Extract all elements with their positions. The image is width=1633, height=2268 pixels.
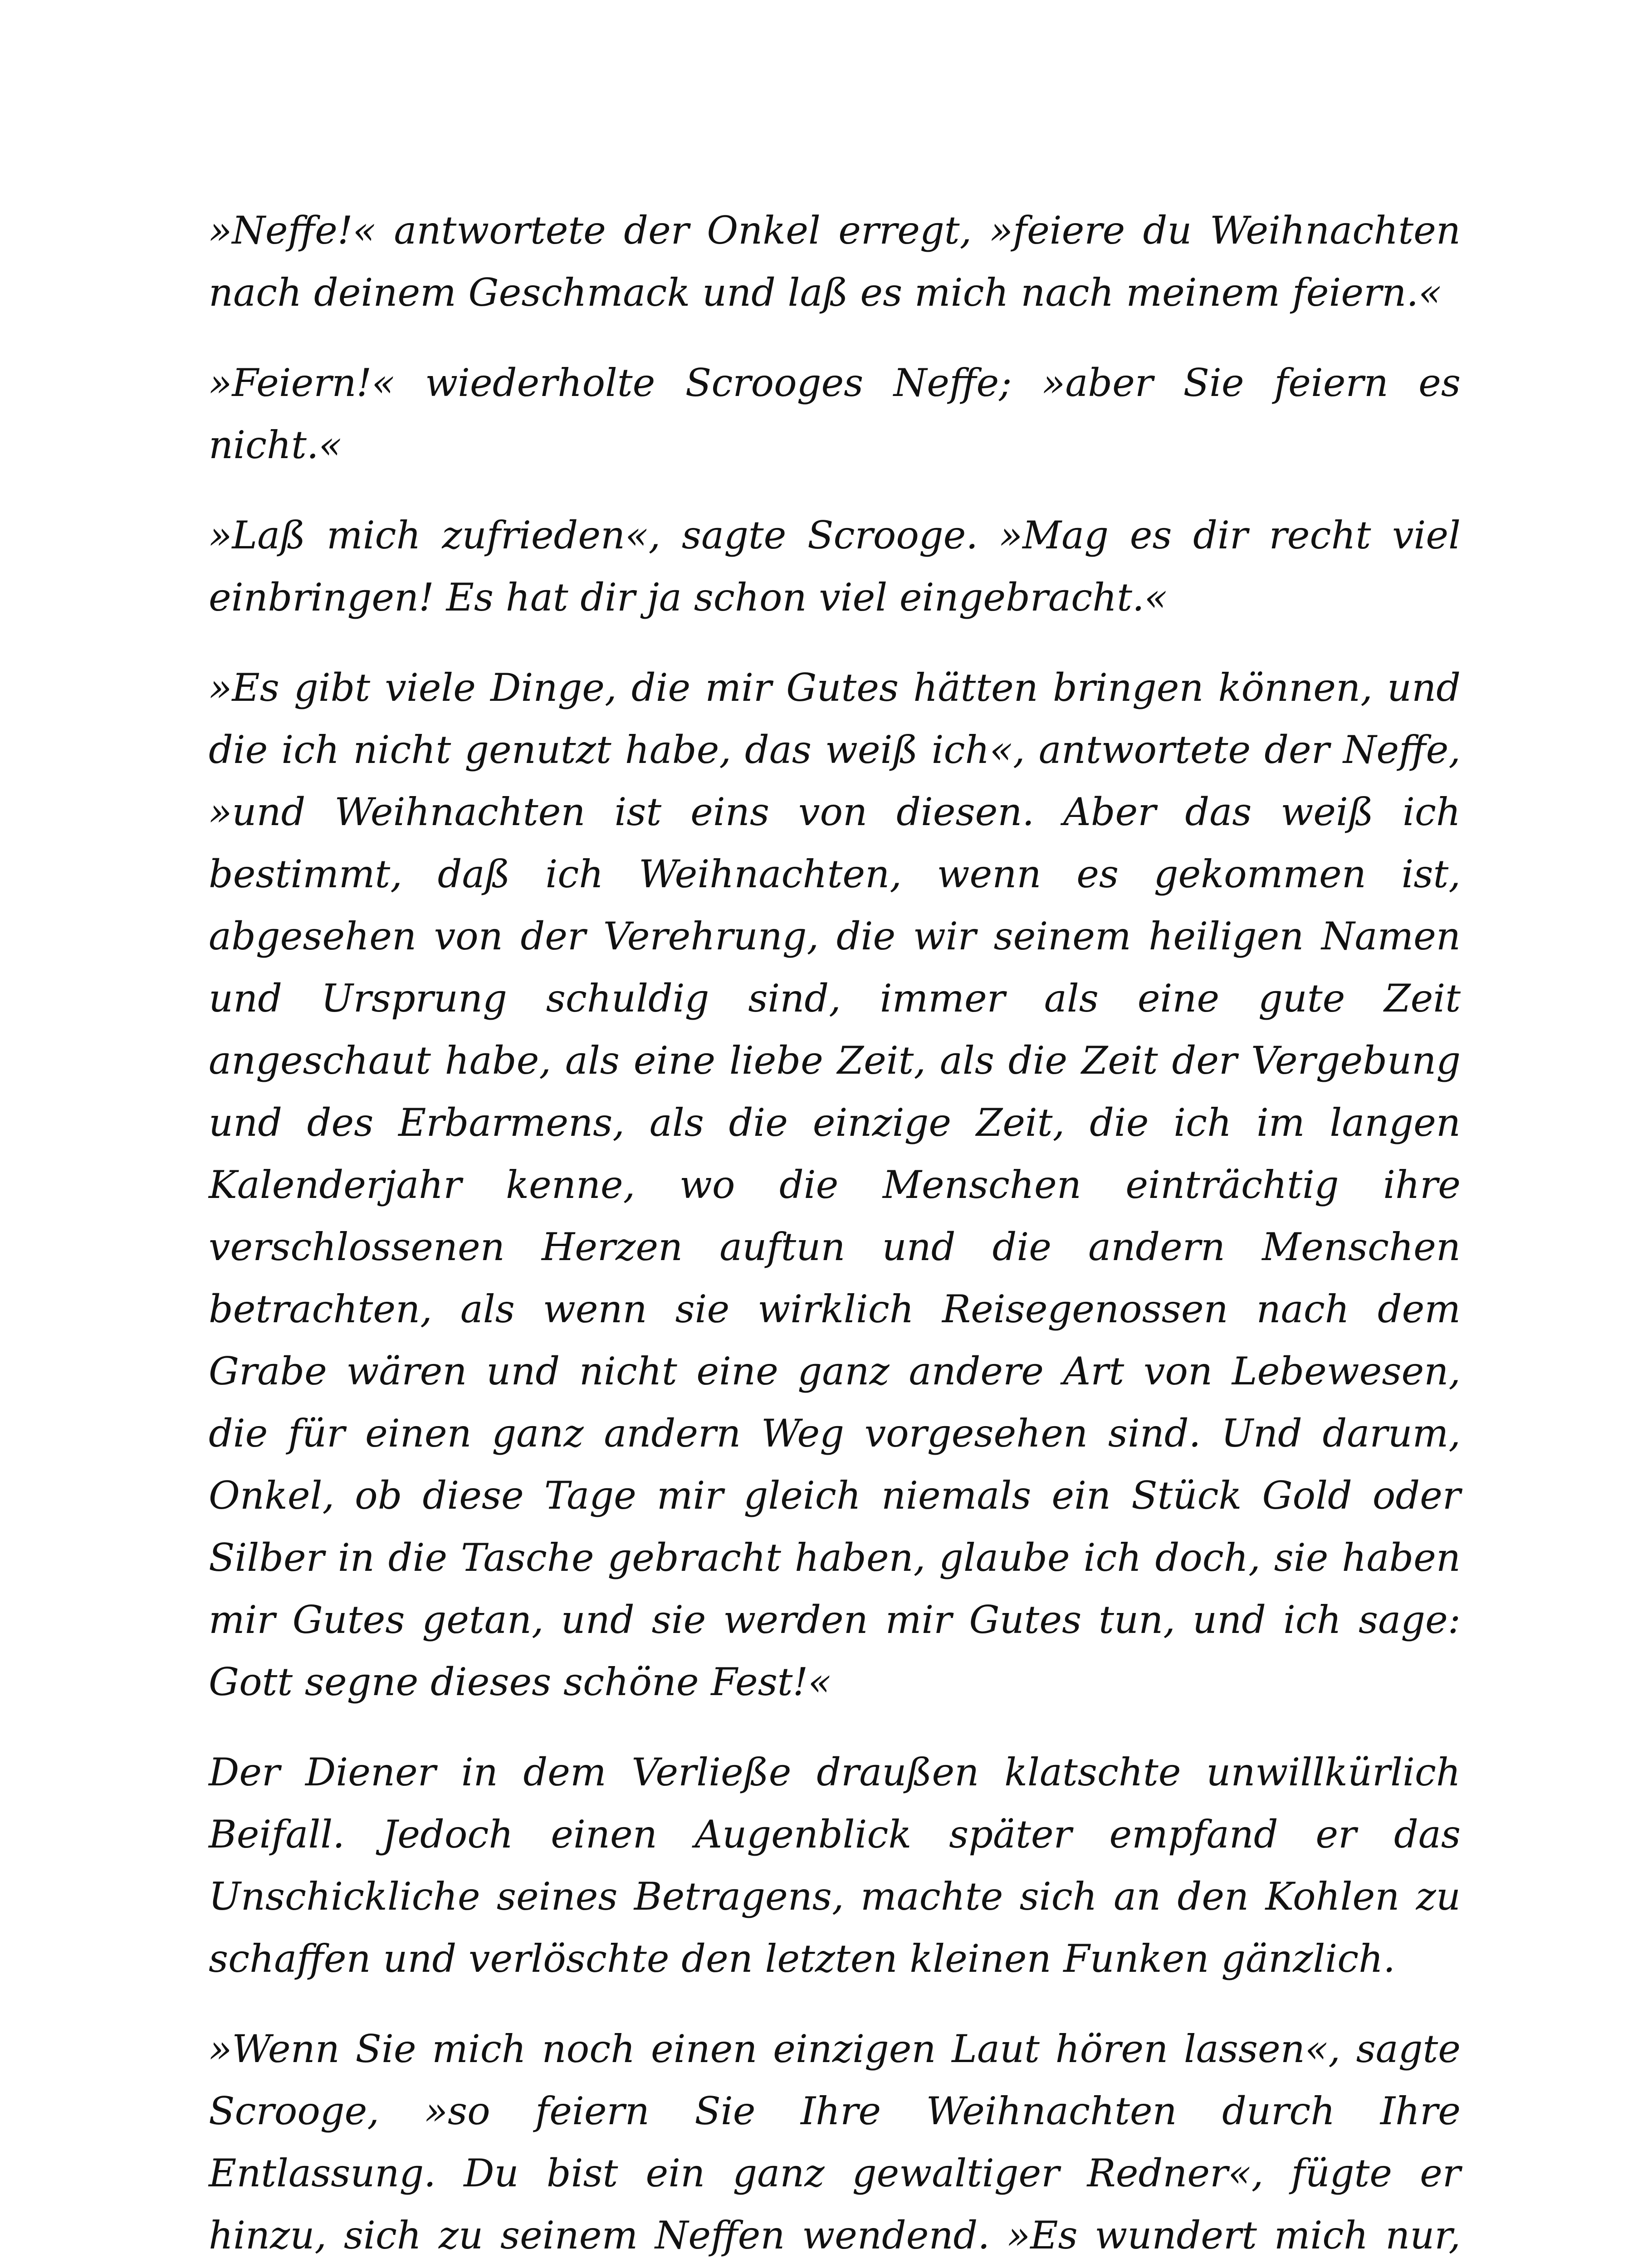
paragraph-2: »Feiern!« wiederholte Scrooges Neffe; »aber Sie feiern es nicht.«	[209, 361, 1461, 467]
paragraph-4: »Es gibt viele Dinge, die mir Gutes hätten bringen können, und die ich nicht genutzt habe, das weiß ich«, antwortete der Neffe, »und Weihnachten ist eins von diesen. Aber das weiß ich bestimmt, daß ich Weihnachten, wenn es gekommen ist, abgesehen von der Verehrung, die wir seinem heiligen Namen und Ursprung schuldig sind, immer als eine gute Zeit angeschaut habe, als eine liebe Zeit, als die Zeit der Vergebung und des Erbarmens, als die einzige Zeit, die ich im langen Kalenderjahr kenne, wo die Menschen einträchtig ihre verschlossenen Herzen auftun und die andern Menschen betrachten, als wenn sie wirklich Reisegenossen nach dem Grabe wären und nicht eine ganz andere Art von Lebewesen, die für einen ganz andern Weg vorgesehen sind. Und darum, Onkel, ob diese Tage mir gleich niemals ein Stück Gold oder Silber in die Tasche gebracht haben, glaube ich doch, sie haben mir Gutes getan, und sie werden mir Gutes tun, und ich sage: Gott segne dieses schöne Fest!«	[209, 665, 1461, 1704]
page-body	[209, 200, 1461, 2268]
paragraph-6: »Wenn Sie mich noch einen einzigen Laut hören lassen«, sagte Scrooge, »so feiern Sie Ihre Weihnachten durch Ihre Entlassung. Du bist ein ganz gewaltiger Redner«, fügte er hinzu, sich zu seinem Neffen wendend. »Es wundert mich nur,	[209, 2027, 1461, 2258]
paragraph-1: »Neffe!« antwortete der Onkel erregt, »feiere du Weihnachten nach deinem Geschmack und laß es mich nach meinem feiern.«	[209, 208, 1461, 315]
paragraph-5: Der Diener in dem Verließe draußen klatschte unwillkürlich Beifall. Jedoch einen Augenblick später empfand er das Unschickliche seines Betragens, machte sich an den Kohlen zu schaffen und verlöschte den letzten kleinen Funken gänzlich.	[209, 1750, 1461, 1981]
paragraph-3: »Laß mich zufrieden«, sagte Scrooge. »Mag es dir recht viel einbringen! Es hat dir ja schon viel eingebracht.«	[209, 513, 1461, 620]
